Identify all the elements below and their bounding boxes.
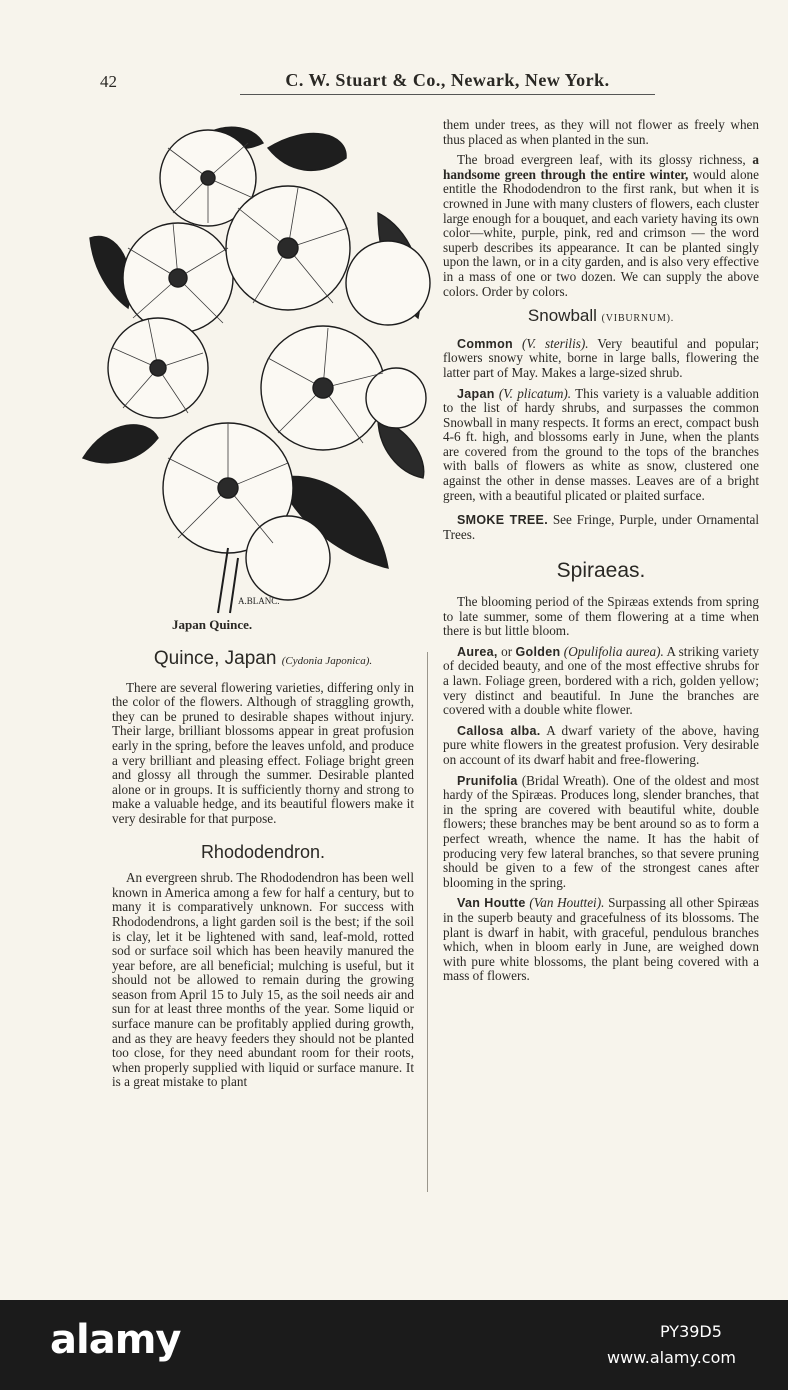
spiraea-vanhoutte-name: Van Houtte (457, 896, 526, 911)
snowball-common (443, 337, 759, 381)
quince-title: Quince, Japan (153, 648, 277, 669)
snowball-common-body: Very beautiful and popular; flowers snowy white, borne in large balls, flowering the latter part of May. Makes a large-sized shrub. (443, 335, 760, 380)
rhododendron-body: An evergreen shrub. The Rhododendron has been well known in America among a few for half a century, but to many it is comparatively unknown. For success with Rhododendrons, a light garden soil is the best; if the soil is clay, let it be lightened with sand, leaf-mold, rotted sod or surface soil which has been heavily manured the year before, are all beneficial; mulching is useful, but it should not be allowed to remain during the growing season from April 15 to July 15, as the soil needs air and sun for at least three months of the year. Some liquid or surface manure can be profitably applied during growth, and as they are heavy feeders they should not be planted too close, for they need abundant room for their roots, when properly supplied with liquid or surface manure. It is a great mistake to plant (112, 870, 414, 1090)
rhododendron-continued: them under trees, as they will not flower as freely when thus placed as when planted in the sun. (443, 117, 759, 147)
spiraea-prunifolia-name: Prunifolia (457, 773, 518, 788)
page-number: 42 (100, 72, 117, 91)
snowball-latin: (VIBURNUM). (601, 313, 675, 325)
snowball-japan (443, 387, 759, 504)
spiraea-vanhoutte-body: Surpassing all other Spiræas in the superb beauty and gracefulness of its blossoms. The plant is dwarf in habit, with graceful, pendulous branches which, when in bloom early in June, are weighed down with pure white blossoms, the plant being covered with a mass of flowers. (443, 895, 760, 984)
smoke-tree (443, 513, 759, 542)
spiraea-aurea-name2: Golden (515, 644, 561, 659)
spiraea-callosa (443, 724, 759, 768)
snowball-japan-body: This variety is a valuable addition to the list of hardy shrubs, and surpasses the common Snowball in many respects. It forms an erect, compact bush 4-6 ft. high, and blossoms early in June, when the plants are covered from the ground to the tops of the branches with balls of flowers as white as snow, clustered one against the other in dense masses. Leaves are of a bright green, with a beautiful plicated or plaited surface. (443, 385, 759, 503)
snowball-title: Snowball (527, 306, 597, 326)
spiraea-vanhoutte (443, 896, 759, 984)
spiraeas-intro: The blooming period of the Spiræas extends from spring to late summer, some of them flowering at a time when there is but little bloom. (443, 594, 759, 639)
snowball-japan-name: Japan (457, 386, 495, 401)
spiraea-prunifolia (443, 774, 759, 891)
image-id: PY39D5 (660, 1322, 722, 1341)
spiraea-prunifolia-alias: (Bridal Wreath). (521, 772, 609, 788)
smoke-tree-body: See Fringe, Purple, under Ornamental Trees. (443, 512, 760, 542)
quince-latin: (Cydonia Japonica). (281, 655, 373, 667)
footer-url: www.alamy.com (607, 1348, 736, 1367)
rhododendron-title: Rhododendron. (200, 841, 326, 862)
quince-heading (112, 648, 414, 669)
rhododendron-para2-bold: a handsome green through the entire winter, (443, 152, 760, 182)
spiraea-aurea-body: A striking variety of decided beauty, and one of the most effective shrubs for a lawn. Foliage green, bordered with a rich, golden yellow; very distinct and beautiful. In June the branches are covered with a double white flower. (443, 643, 759, 718)
rhododendron-para2-end: would alone entitle the Rhododendron to the first rank, but when it is crowned in June with many clusters of flowers, each cluster large enough for a bouquet, and each variety having its own color—white, purple, pink, red and crimson — the word superb describes its appearance. It can be planted singly upon the lawn, or in a city garden, and is also very effective in a mass of one or two dozen. We can supply the above colors. Order by colors. (443, 166, 759, 299)
spiraea-callosa-name: Callosa alba. (457, 723, 541, 738)
page-header: C. W. Stuart & Co., Newark, New York. (240, 70, 655, 95)
spiraeas-title: Spiraeas. (556, 559, 646, 583)
snowball-japan-latin: (V. plicatum). (498, 385, 572, 401)
column-divider (427, 652, 428, 1192)
snowball-common-latin: (V. sterilis). (521, 335, 589, 351)
spiraea-aurea-latin: (Opulifolia aurea). (563, 643, 664, 659)
snowball-common-name: Common (457, 336, 513, 351)
right-column (443, 118, 759, 990)
illustration-caption: Japan Quince. (172, 617, 253, 632)
quince-body: There are several flowering varieties, differing only in the color of the flowers. Although of straggling growth, they can be pruned to desirable shapes without injury. Their large, brilliant blossoms appear in great profusion early in the spring, before the leaves unfold, and produce a very brilliant and pleasing effect. Foliage bright green and glossy all through the summer. Desirable planted alone or in groups. It is sufficiently thorny and strong to make a valuable hedge, and its beautiful flowers make it very desirable for that purpose. (112, 679, 414, 826)
spiraea-vanhoutte-latin: (Van Houttei). (529, 895, 605, 911)
rhododendron-para2 (443, 153, 759, 299)
left-column (112, 648, 414, 1096)
smoke-tree-name: SMOKE TREE. (457, 513, 548, 528)
spiraea-aurea (443, 645, 759, 718)
illustration-signature: A.BLANC. (238, 596, 280, 606)
rhododendron-para2-start: The broad evergreen leaf, with its glossy richness, (457, 152, 746, 168)
snowball-heading (443, 306, 759, 327)
japan-quince-illustration (78, 118, 440, 618)
spiraea-aurea-or: or (501, 643, 513, 659)
spiraea-prunifolia-body: One of the oldest and most hardy of the Spiræas. Produces long, slender branches, that in the spring are covered with beautiful white, double flowers; these branches may be bent around so as to form a perfect wreath, whence the name. It has the habit of producing very few lateral branches, so that severe pruning should be given to a few of the strongest canes after blooming in the spring. (443, 772, 759, 890)
alamy-logo: alamy (50, 1317, 181, 1363)
spiraea-callosa-body: A dwarf variety of the above, having pure white flowers in the greatest profusion. Very desirable on account of its dwarf habit and free-flowering. (443, 722, 759, 767)
spiraea-aurea-name: Aurea, (457, 644, 498, 659)
